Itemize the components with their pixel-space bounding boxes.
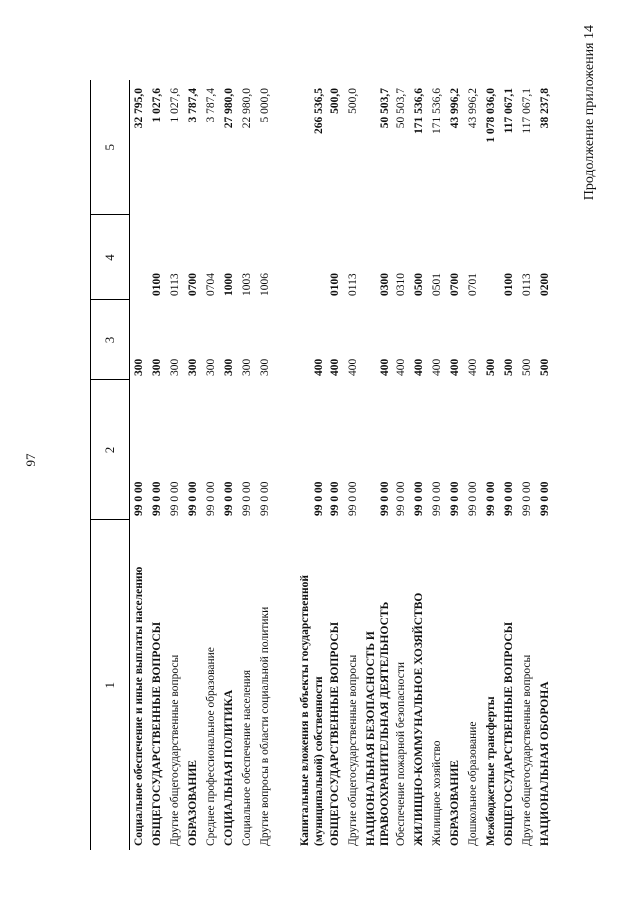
row-name: ОБЩЕГОСУДАРСТВЕННЫЕ ВОПРОСЫ [503, 621, 515, 846]
row-csr-code: 99 0 00 [521, 481, 533, 516]
row-name: ОБЩЕГОСУДАРСТВЕННЫЕ ВОПРОСЫ [329, 621, 341, 846]
row-rz-code: 1006 [259, 273, 271, 296]
table-row [362, 80, 392, 850]
table-row [536, 80, 554, 850]
row-sum: 117 067,1 [503, 88, 515, 134]
row-vr-code: 400 [347, 358, 359, 376]
row-csr-code: 99 0 00 [431, 481, 443, 516]
table-row [166, 80, 184, 850]
row-csr-code: 99 0 00 [313, 481, 325, 516]
row-name: ОБРАЗОВАНИЕ [449, 760, 461, 846]
row-name: СОЦИАЛЬНАЯ ПОЛИТИКА [223, 689, 235, 846]
header-col-3: 3 [91, 300, 130, 380]
page-number: 97 [23, 453, 38, 467]
row-vr-code: 300 [205, 358, 217, 376]
row-csr-code: 99 0 00 [259, 481, 271, 516]
row-vr-code: 400 [431, 358, 443, 376]
row-vr-code: 300 [151, 358, 163, 376]
row-csr-code: 99 0 00 [503, 481, 515, 516]
table-row [518, 80, 536, 850]
row-name: Жилищное хозяйство [431, 740, 443, 846]
row-csr-code: 99 0 00 [395, 481, 407, 516]
row-csr-code: 99 0 00 [379, 481, 391, 516]
row-rz-code [296, 215, 326, 300]
row-sum: 500,0 [347, 88, 359, 114]
row-vr-code: 400 [449, 358, 461, 376]
row-name: Капитальные вложения в объекты государственной (муниципальной) собственности [299, 575, 325, 846]
row-name: Другие общегосударственные вопросы [521, 654, 533, 846]
row-vr-code: 300 [223, 358, 235, 376]
row-sum: 32 795,0 [133, 88, 145, 129]
row-rz-code: 0501 [431, 273, 443, 296]
row-rz-code: 1000 [223, 273, 235, 296]
row-sum: 50 503,7 [395, 88, 407, 129]
table-row [344, 80, 362, 850]
spacer-cell [274, 520, 296, 850]
row-csr-code: 99 0 00 [449, 481, 461, 516]
row-sum: 3 787,4 [187, 88, 199, 123]
table-header-row [91, 80, 130, 850]
row-sum: 171 536,6 [413, 88, 425, 134]
header-col-2: 2 [91, 380, 130, 520]
header-col-5: 5 [91, 80, 130, 215]
row-vr-code: 300 [187, 358, 199, 376]
row-rz-code: 0200 [539, 273, 551, 296]
row-name: НАЦИОНАЛЬНАЯ БЕЗОПАСНОСТЬ И ПРАВООХРАНИТЕЛЬНАЯ ДЕЯТЕЛЬНОСТЬ [365, 601, 391, 846]
row-name: НАЦИОНАЛЬНАЯ ОБОРОНА [539, 681, 551, 846]
table-row [202, 80, 220, 850]
row-name: Дошкольное образование [467, 721, 479, 846]
table-row [392, 80, 410, 850]
table-row [256, 80, 274, 850]
row-sum: 38 237,8 [539, 88, 551, 129]
row-csr-code: 99 0 00 [539, 481, 551, 516]
row-sum: 171 536,6 [431, 88, 443, 134]
row-sum: 117 067,1 [521, 88, 533, 134]
table-row [326, 80, 344, 850]
row-vr-code: 300 [133, 358, 145, 376]
row-name: ЖИЛИЩНО-КОММУНАЛЬНОЕ ХОЗЯЙСТВО [413, 592, 425, 846]
table-row [410, 80, 428, 850]
row-vr-code: 400 [329, 358, 341, 376]
row-rz-code: 0310 [395, 273, 407, 296]
row-csr-code: 99 0 00 [241, 481, 253, 516]
table-row [500, 80, 518, 850]
row-csr-code: 99 0 00 [467, 481, 479, 516]
table-row [446, 80, 464, 850]
spacer-row [274, 80, 296, 850]
row-name: Другие общегосударственные вопросы [347, 654, 359, 846]
row-rz-code: 1003 [241, 273, 253, 296]
row-csr-code: 99 0 00 [133, 481, 145, 516]
row-sum: 1 027,6 [151, 88, 163, 123]
row-sum: 266 536,5 [313, 88, 325, 134]
row-name: Другие вопросы в области социальной политики [259, 606, 271, 846]
table-row [184, 80, 202, 850]
row-sum: 1 078 036,0 [485, 88, 497, 143]
row-rz-code: 0300 [379, 273, 391, 296]
row-vr-code: 500 [485, 358, 497, 376]
row-name: ОБЩЕГОСУДАРСТВЕННЫЕ ВОПРОСЫ [151, 621, 163, 846]
row-rz-code: 0100 [329, 273, 341, 296]
row-rz-code: 0100 [151, 273, 163, 296]
spacer-cell [274, 380, 296, 520]
row-vr-code: 300 [241, 358, 253, 376]
row-rz-code: 0113 [347, 273, 359, 296]
row-rz-code: 0500 [413, 273, 425, 296]
row-rz-code: 0700 [187, 273, 199, 296]
row-csr-code: 99 0 00 [413, 481, 425, 516]
row-name: Межбюджетные трансферты [485, 696, 497, 846]
row-vr-code: 500 [503, 358, 515, 376]
row-rz-code: 0701 [467, 273, 479, 296]
table-row [238, 80, 256, 850]
row-name: ОБРАЗОВАНИЕ [187, 760, 199, 846]
spacer-cell [274, 215, 296, 300]
row-name: Социальное обеспечение населения [241, 669, 253, 846]
table-row [482, 80, 500, 850]
row-rz-code: 0704 [205, 273, 217, 296]
row-vr-code: 400 [313, 358, 325, 376]
row-vr-code: 400 [395, 358, 407, 376]
row-sum: 50 503,7 [379, 88, 391, 129]
row-csr-code: 99 0 00 [329, 481, 341, 516]
row-rz-code [130, 215, 149, 300]
header-col-4: 4 [91, 215, 130, 300]
row-vr-code: 400 [413, 358, 425, 376]
header-col-1: 1 [91, 520, 130, 850]
spacer-cell [274, 300, 296, 380]
row-sum: 1 027,6 [169, 88, 181, 123]
row-name: Обеспечение пожарной безопасности [395, 661, 407, 846]
row-sum: 5 000,0 [259, 88, 271, 123]
row-vr-code: 300 [259, 358, 271, 376]
row-vr-code: 400 [379, 358, 391, 376]
row-csr-code: 99 0 00 [187, 481, 199, 516]
row-csr-code: 99 0 00 [169, 481, 181, 516]
row-csr-code: 99 0 00 [223, 481, 235, 516]
appendix-caption: Продолжение приложения 14 [582, 25, 597, 201]
table-row [296, 80, 326, 850]
row-sum: 3 787,4 [205, 88, 217, 123]
row-rz-code [482, 215, 500, 300]
row-sum: 22 980,0 [241, 88, 253, 129]
table-row [220, 80, 238, 850]
table-row [464, 80, 482, 850]
table-row [148, 80, 166, 850]
row-sum: 43 996,2 [449, 88, 461, 129]
row-name: Среднее профессиональное образование [205, 647, 217, 846]
row-sum: 500,0 [329, 88, 341, 114]
row-rz-code: 0100 [503, 273, 515, 296]
row-vr-code: 500 [521, 358, 533, 376]
budget-table [90, 80, 554, 850]
table-row [130, 80, 149, 850]
row-rz-code: 0113 [169, 273, 181, 296]
spacer-cell [274, 80, 296, 215]
row-name: Другие общегосударственные вопросы [169, 654, 181, 846]
row-sum: 43 996,2 [467, 88, 479, 129]
row-vr-code: 400 [467, 358, 479, 376]
table-row [428, 80, 446, 850]
row-csr-code: 99 0 00 [151, 481, 163, 516]
row-vr-code: 300 [169, 358, 181, 376]
row-name: Социальное обеспечение и иные выплаты населению [133, 566, 145, 846]
row-rz-code: 0113 [521, 273, 533, 296]
table-body [130, 80, 555, 850]
row-rz-code: 0700 [449, 273, 461, 296]
row-csr-code: 99 0 00 [205, 481, 217, 516]
row-csr-code: 99 0 00 [485, 481, 497, 516]
row-csr-code: 99 0 00 [347, 481, 359, 516]
row-sum: 27 980,0 [223, 88, 235, 129]
row-vr-code: 500 [539, 358, 551, 376]
